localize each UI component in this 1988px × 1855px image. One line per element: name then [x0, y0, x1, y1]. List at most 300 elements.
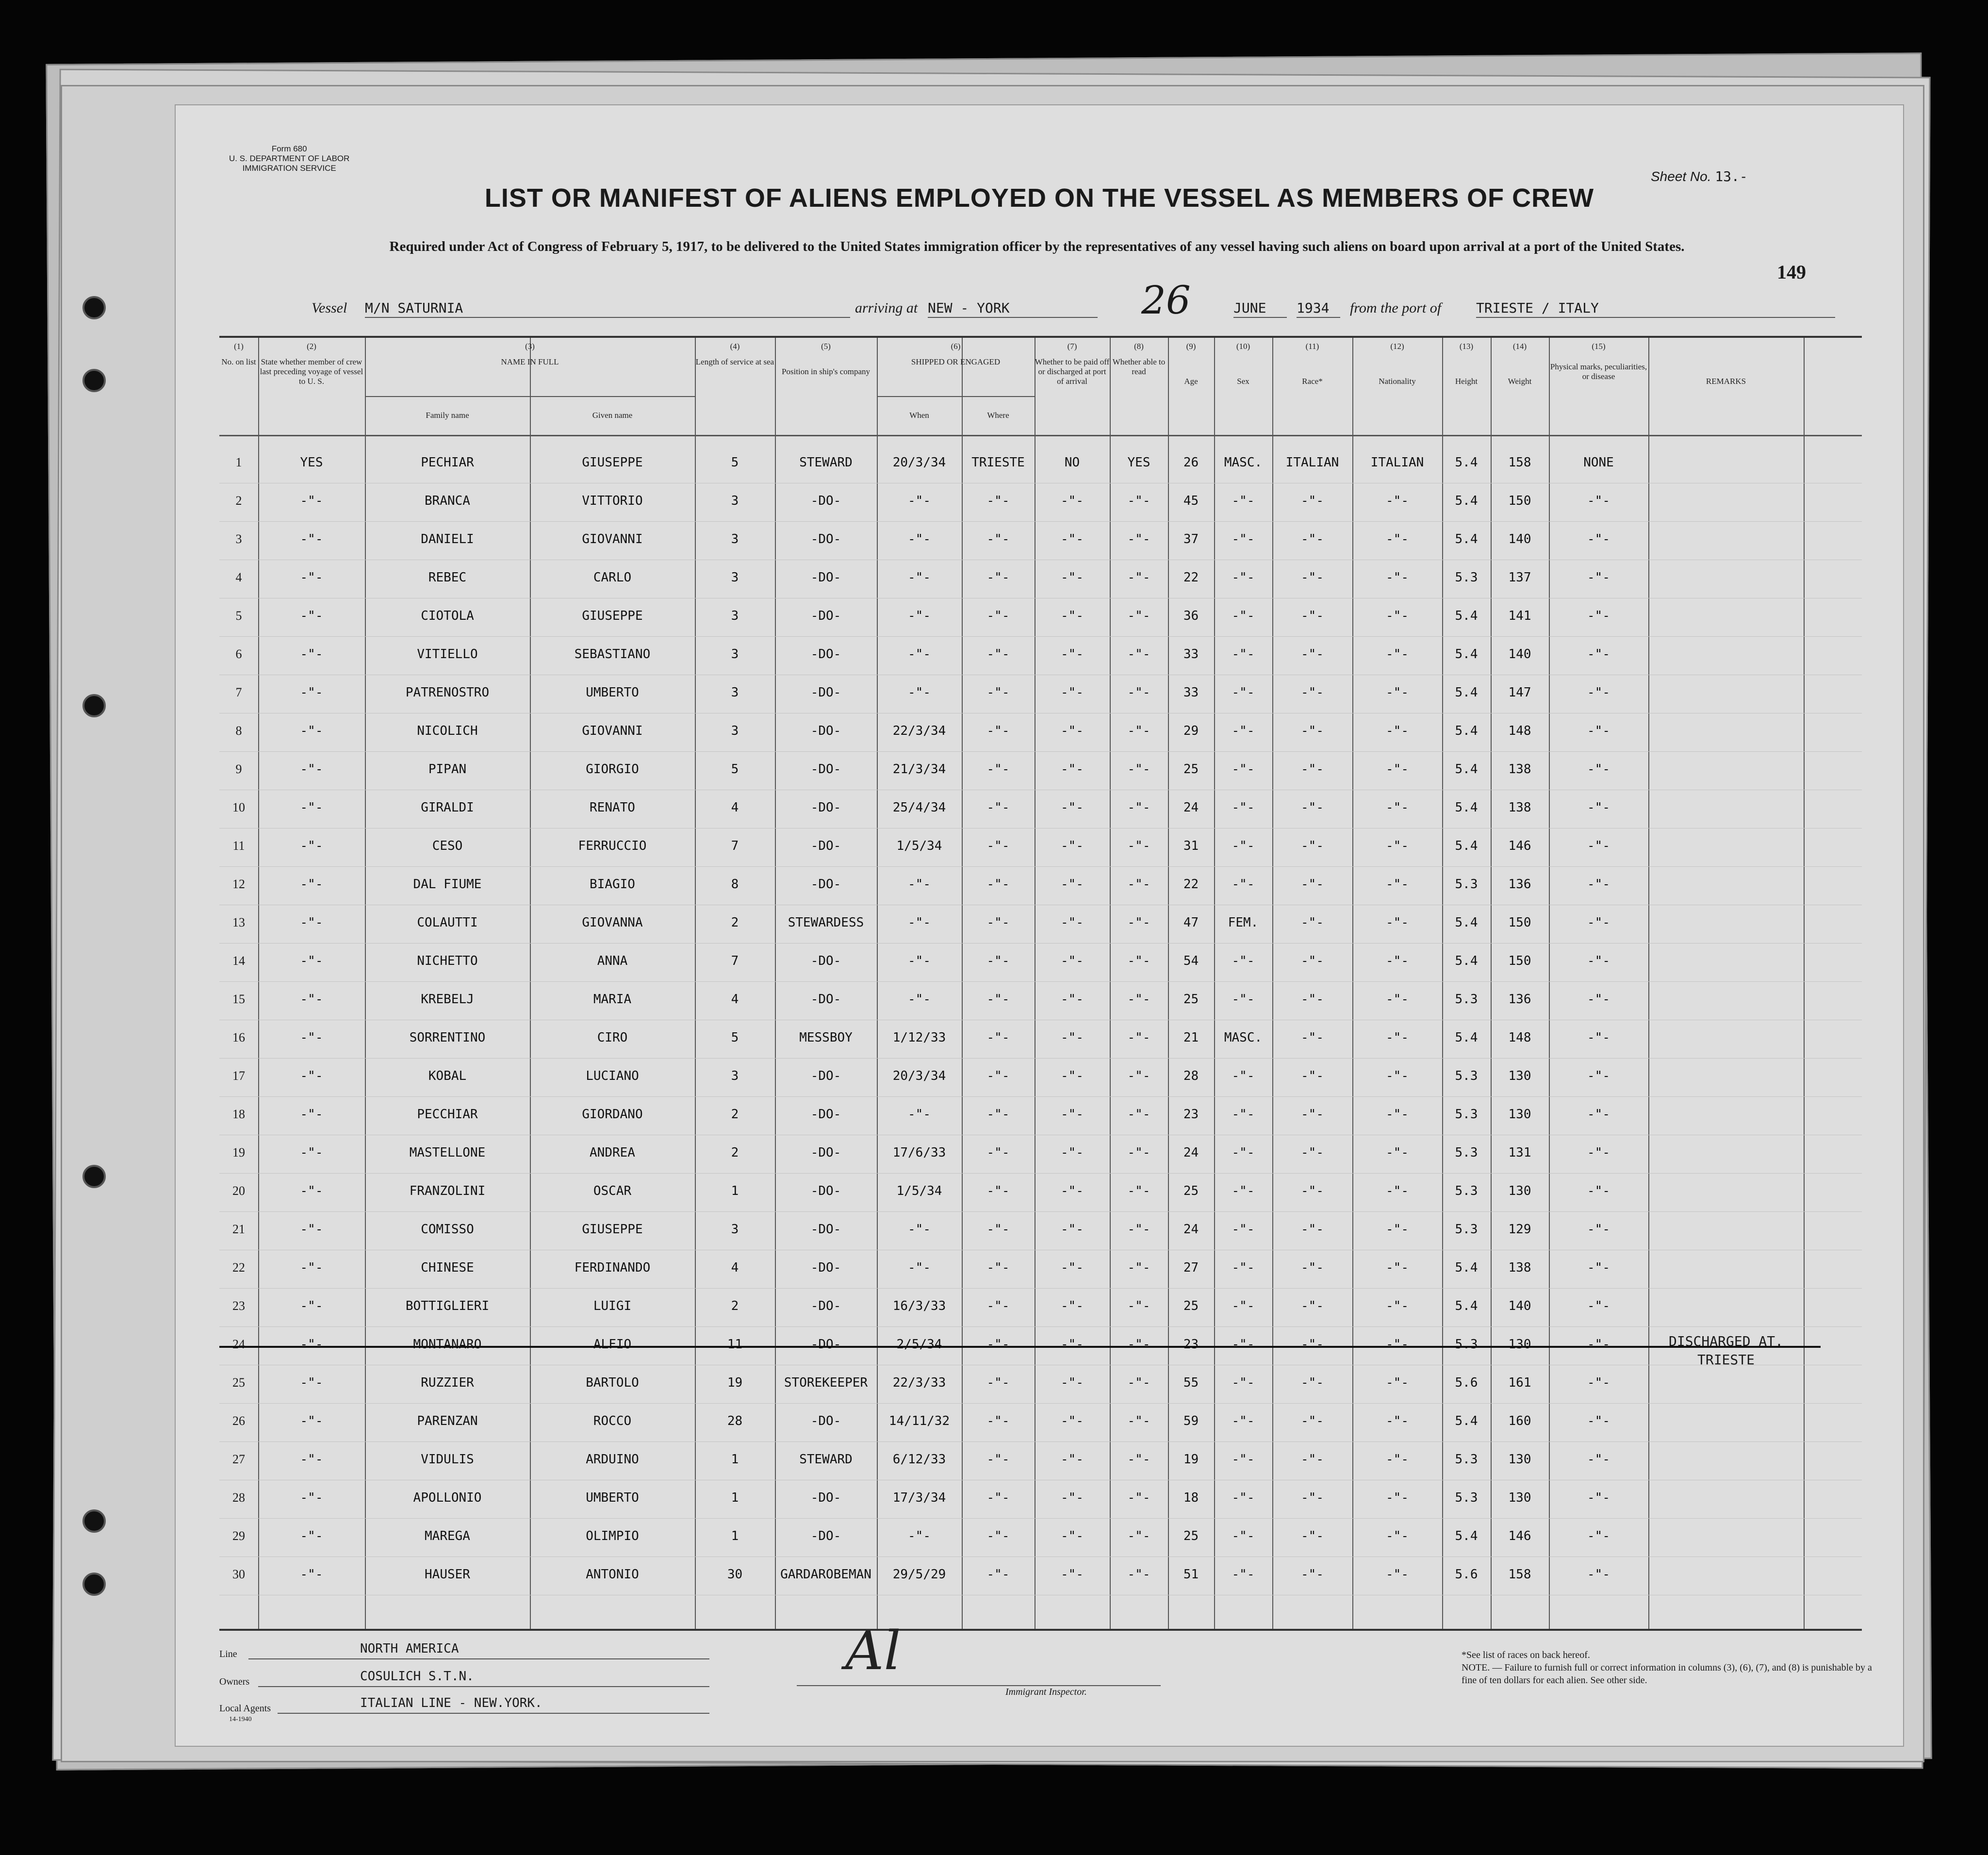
vessel-name: M/N SATURNIA [365, 300, 850, 318]
cell-nat: -"- [1386, 1107, 1409, 1122]
cell-paid: -"- [1061, 1375, 1084, 1390]
cell-read: -"- [1127, 1107, 1150, 1122]
cell-age: 22 [1183, 570, 1199, 585]
row-rule [219, 1403, 1862, 1404]
cell-paid: -"- [1061, 762, 1084, 777]
cell-sex: -"- [1232, 1299, 1255, 1313]
cell-marks: -"- [1587, 724, 1610, 738]
col-14-number: (14) [1512, 342, 1527, 351]
cell-where: -"- [986, 1184, 1010, 1198]
cell-len: 28 [727, 1414, 743, 1428]
cell-nat: -"- [1386, 570, 1409, 585]
sheet-number [1651, 168, 1748, 184]
shipped-subheader-divider [962, 396, 963, 435]
cell-race: -"- [1301, 1414, 1324, 1428]
cell-paid: -"- [1061, 1414, 1084, 1428]
col-10-number: (10) [1236, 342, 1250, 351]
cell-len: 7 [731, 839, 739, 853]
column-divider [1214, 338, 1215, 1629]
cell-given: LUCIANO [586, 1069, 639, 1083]
cell-pos: GARDAROBEMAN [780, 1567, 871, 1582]
column-divider [775, 338, 776, 1629]
cell-sex: -"- [1232, 800, 1255, 815]
cell-ht: 5.6 [1455, 1567, 1478, 1582]
cell-family: RUZZIER [421, 1375, 474, 1390]
cell-marks: -"- [1587, 992, 1610, 1007]
cell-family: BOTTIGLIERI [405, 1299, 490, 1313]
cell-age: 28 [1183, 1069, 1199, 1083]
cell-read: -"- [1127, 685, 1150, 700]
cell-read: -"- [1127, 570, 1150, 585]
cell-when: -"- [908, 992, 931, 1007]
cell-len: 1 [731, 1491, 739, 1505]
cell-prev: -"- [300, 992, 323, 1007]
cell-n: 5 [235, 609, 242, 623]
cell-given: LUIGI [593, 1299, 632, 1313]
cell-pos: -DO- [810, 800, 841, 815]
cell-given: FERDINANDO [574, 1260, 651, 1275]
cell-sex: -"- [1232, 1375, 1255, 1390]
cell-prev: -"- [300, 1222, 323, 1237]
col-2-number: (2) [307, 342, 316, 351]
cell-when: 20/3/34 [892, 1069, 946, 1083]
col-3-header: NAME IN FULL [501, 357, 559, 366]
cell-family: PIPAN [428, 762, 467, 777]
col-12-header: Nationality [1379, 377, 1416, 386]
cell-pos: -DO- [810, 724, 841, 738]
cell-age: 27 [1183, 1260, 1199, 1275]
cell-wt: 148 [1508, 724, 1531, 738]
cell-nat: -"- [1386, 1452, 1409, 1467]
cell-marks: -"- [1587, 1184, 1610, 1198]
row-rule [219, 943, 1862, 944]
cell-prev: -"- [300, 1491, 323, 1505]
cell-marks: -"- [1587, 1414, 1610, 1428]
cell-read: -"- [1127, 762, 1150, 777]
cell-nat: -"- [1386, 1145, 1409, 1160]
cell-sex: -"- [1232, 1452, 1255, 1467]
cell-wt: 158 [1508, 1567, 1531, 1582]
cell-race: -"- [1301, 1491, 1324, 1505]
name-subheader-divider [530, 396, 531, 435]
cell-read: -"- [1127, 494, 1150, 508]
agents-underline [278, 1713, 709, 1714]
cell-nat: -"- [1386, 647, 1409, 662]
cell-prev: -"- [300, 1107, 323, 1122]
vessel-line [312, 278, 1840, 323]
row-rule [219, 1173, 1862, 1174]
cell-race: -"- [1301, 992, 1324, 1007]
cell-ht: 5.4 [1455, 494, 1478, 508]
cell-marks: -"- [1587, 1030, 1610, 1045]
inspector-label: Immigrant Inspector. [1005, 1687, 1087, 1697]
owners-value: COSULICH S.T.N. [360, 1669, 474, 1684]
cell-given: UMBERTO [586, 1491, 639, 1505]
cell-len: 3 [731, 685, 739, 700]
cell-pos: -DO- [810, 1337, 841, 1352]
cell-given: ARDUINO [586, 1452, 639, 1467]
cell-n: 24 [232, 1337, 245, 1351]
cell-len: 3 [731, 647, 739, 662]
from-port-label: from the port of [1350, 300, 1442, 316]
cell-where: -"- [986, 1145, 1010, 1160]
cell-paid: -"- [1061, 800, 1084, 815]
row-rule [219, 1441, 1862, 1442]
crew-table [219, 336, 1862, 1631]
cell-n: 6 [235, 647, 242, 661]
cell-where: -"- [986, 1375, 1010, 1390]
cell-given: FERRUCCIO [578, 839, 647, 853]
cell-ht: 5.3 [1455, 1145, 1478, 1160]
cell-read: -"- [1127, 1337, 1150, 1352]
cell-age: 23 [1183, 1337, 1199, 1352]
cell-ht: 5.3 [1455, 1107, 1478, 1122]
cell-paid: -"- [1061, 877, 1084, 892]
cell-sex: -"- [1232, 1107, 1255, 1122]
cell-age: 24 [1183, 1145, 1199, 1160]
cell-marks: -"- [1587, 915, 1610, 930]
cell-given: MARIA [593, 992, 632, 1007]
cell-race: -"- [1301, 685, 1324, 700]
col-6-header: SHIPPED OR ENGAGED [911, 357, 1001, 366]
cell-sex: -"- [1232, 1069, 1255, 1083]
cell-marks: -"- [1587, 647, 1610, 662]
cell-ht: 5.3 [1455, 992, 1478, 1007]
cell-prev: -"- [300, 915, 323, 930]
cell-race: -"- [1301, 724, 1324, 738]
cell-n: 29 [232, 1529, 245, 1543]
cell-nat: -"- [1386, 1299, 1409, 1313]
cell-sex: -"- [1232, 762, 1255, 777]
cell-paid: -"- [1061, 1184, 1084, 1198]
cell-nat: -"- [1386, 915, 1409, 930]
cell-pos: -DO- [810, 1145, 841, 1160]
cell-len: 5 [731, 455, 739, 470]
cell-prev: -"- [300, 685, 323, 700]
cell-when: -"- [908, 877, 931, 892]
cell-paid: -"- [1061, 1299, 1084, 1313]
form-meta [229, 144, 349, 173]
cell-family: PATRENOSTRO [405, 685, 490, 700]
cell-ht: 5.3 [1455, 1337, 1478, 1352]
cell-wt: 160 [1508, 1414, 1531, 1428]
cell-marks: -"- [1587, 762, 1610, 777]
cell-where: -"- [986, 532, 1010, 547]
col-6b-header: Where [987, 411, 1009, 420]
cell-ht: 5.4 [1455, 609, 1478, 623]
cell-prev: -"- [300, 1452, 323, 1467]
cell-marks: -"- [1587, 1491, 1610, 1505]
cell-when: -"- [908, 570, 931, 585]
footer-note [1462, 1649, 1874, 1687]
cell-given: RENATO [590, 800, 635, 815]
cell-read: -"- [1127, 1529, 1150, 1543]
column-divider [530, 338, 531, 1629]
cell-where: -"- [986, 1529, 1010, 1543]
col-1-number: (1) [234, 342, 244, 351]
line-value: NORTH AMERICA [360, 1641, 459, 1656]
cell-age: 23 [1183, 1107, 1199, 1122]
cell-when: -"- [908, 494, 931, 508]
cell-ht: 5.4 [1455, 455, 1478, 470]
cell-nat: -"- [1386, 1567, 1409, 1582]
cell-wt: 131 [1508, 1145, 1531, 1160]
column-divider [1352, 338, 1353, 1629]
cell-n: 28 [232, 1491, 245, 1505]
cell-where: -"- [986, 494, 1010, 508]
cell-paid: -"- [1061, 1567, 1084, 1582]
cell-when: -"- [908, 532, 931, 547]
cell-n: 26 [232, 1414, 245, 1428]
col-9-header: Age [1184, 377, 1198, 386]
cell-age: 22 [1183, 877, 1199, 892]
cell-family: BRANCA [425, 494, 470, 508]
column-divider [258, 338, 259, 1629]
cell-family: MONTANARO [413, 1337, 482, 1352]
header-rule [219, 435, 1862, 436]
row-rule [219, 1096, 1862, 1097]
cell-age: 18 [1183, 1491, 1199, 1505]
col-13-header: Height [1455, 377, 1478, 386]
cell-prev: -"- [300, 532, 323, 547]
cell-ht: 5.3 [1455, 877, 1478, 892]
cell-read: -"- [1127, 1184, 1150, 1198]
cell-nat: -"- [1386, 1184, 1409, 1198]
cell-when: 16/3/33 [892, 1299, 946, 1313]
cell-wt: 147 [1508, 685, 1531, 700]
cell-race: -"- [1301, 1299, 1324, 1313]
cell-given: ANTONIO [586, 1567, 639, 1582]
cell-sex: -"- [1232, 1491, 1255, 1505]
cell-pos: -DO- [810, 1414, 841, 1428]
cell-paid: -"- [1061, 1260, 1084, 1275]
cell-paid: -"- [1061, 685, 1084, 700]
cell-read: -"- [1127, 724, 1150, 738]
cell-age: 37 [1183, 532, 1199, 547]
cell-wt: 130 [1508, 1107, 1531, 1122]
cell-len: 3 [731, 570, 739, 585]
cell-given: ROCCO [593, 1414, 632, 1428]
col-8-number: (8) [1134, 342, 1144, 351]
cell-nat: -"- [1386, 1529, 1409, 1543]
cell-race: -"- [1301, 1030, 1324, 1045]
cell-family: CHINESE [421, 1260, 474, 1275]
cell-race: -"- [1301, 532, 1324, 547]
cell-n: 10 [232, 800, 245, 814]
cell-ht: 5.4 [1455, 1299, 1478, 1313]
cell-pos: -DO- [810, 839, 841, 853]
page-number: 149 [1777, 261, 1806, 283]
cell-len: 4 [731, 800, 739, 815]
cell-wt: 140 [1508, 647, 1531, 662]
agents-label: Local Agents [219, 1703, 271, 1714]
cell-read: -"- [1127, 877, 1150, 892]
cell-ht: 5.4 [1455, 685, 1478, 700]
col-4-number: (4) [730, 342, 740, 351]
remarks-header: REMARKS [1706, 377, 1746, 386]
column-divider [877, 338, 878, 1629]
cell-where: -"- [986, 1299, 1010, 1313]
cell-wt: 150 [1508, 494, 1531, 508]
cell-n: 9 [235, 762, 242, 776]
cell-age: 21 [1183, 1030, 1199, 1045]
arrival-year: 1934 [1297, 300, 1340, 318]
cell-nat: -"- [1386, 1260, 1409, 1275]
col-11-header: Race* [1302, 377, 1323, 386]
cell-prev: -"- [300, 1145, 323, 1160]
row-rule [219, 1518, 1862, 1519]
binder-hole [82, 369, 106, 392]
cell-given: ANDREA [590, 1145, 635, 1160]
page-subtitle: Required under Act of Congress of February 5, 1917, to be delivered to the United States immigration officer by the representatives of any vessel having such aliens on board upon arrival at a port of the United States. [389, 239, 1685, 254]
col-10-header: Sex [1237, 377, 1249, 386]
cell-nat: -"- [1386, 1069, 1409, 1083]
cell-read: -"- [1127, 532, 1150, 547]
col-11-number: (11) [1305, 342, 1319, 351]
cell-n: 22 [232, 1260, 245, 1275]
cell-pos: -DO- [810, 992, 841, 1007]
arrival-month: JUNE [1233, 300, 1287, 318]
cell-wt: 130 [1508, 1069, 1531, 1083]
shipped-subheader-rule [877, 396, 1035, 397]
cell-race: -"- [1301, 762, 1324, 777]
cell-read: -"- [1127, 1069, 1150, 1083]
cell-where: -"- [986, 800, 1010, 815]
cell-age: 29 [1183, 724, 1199, 738]
cell-len: 30 [727, 1567, 743, 1582]
cell-n: 21 [232, 1222, 245, 1236]
cell-len: 3 [731, 1222, 739, 1237]
cell-marks: -"- [1587, 1260, 1610, 1275]
col-3a-header: Family name [426, 411, 469, 420]
col-14-header: Weight [1508, 377, 1532, 386]
cell-given: SEBASTIANO [574, 647, 651, 662]
cell-len: 3 [731, 724, 739, 738]
cell-nat: -"- [1386, 1030, 1409, 1045]
cell-when: -"- [908, 609, 931, 623]
cell-marks: -"- [1587, 839, 1610, 853]
cell-n: 20 [232, 1184, 245, 1198]
cell-n: 27 [232, 1452, 245, 1466]
cell-paid: -"- [1061, 839, 1084, 853]
cell-race: -"- [1301, 954, 1324, 968]
cell-ht: 5.4 [1455, 839, 1478, 853]
cell-ht: 5.4 [1455, 532, 1478, 547]
cell-n: 14 [232, 954, 245, 968]
cell-race: -"- [1301, 1107, 1324, 1122]
cell-given: GIOVANNA [582, 915, 643, 930]
cell-family: REBEC [428, 570, 467, 585]
cell-nat: -"- [1386, 532, 1409, 547]
cell-read: -"- [1127, 647, 1150, 662]
cell-prev: -"- [300, 647, 323, 662]
cell-pos: -DO- [810, 609, 841, 623]
cell-prev: -"- [300, 1184, 323, 1198]
cell-paid: -"- [1061, 1107, 1084, 1122]
col-7-header: Whether to be paid off or discharged at port of arrival [1035, 357, 1110, 386]
cell-wt: 138 [1508, 800, 1531, 815]
cell-wt: 136 [1508, 877, 1531, 892]
cell-marks: -"- [1587, 685, 1610, 700]
cell-age: 47 [1183, 915, 1199, 930]
cell-sex: FEM. [1228, 915, 1259, 930]
cell-n: 25 [232, 1375, 245, 1390]
cell-n: 1 [235, 455, 242, 469]
cell-paid: -"- [1061, 1030, 1084, 1045]
cell-given: OLIMPIO [586, 1529, 639, 1543]
col-7-number: (7) [1067, 342, 1077, 351]
row-remark: DISCHARGED AT. TRIESTE [1668, 1333, 1783, 1368]
cell-nat: -"- [1386, 762, 1409, 777]
cell-when: -"- [908, 1260, 931, 1275]
cell-n: 17 [232, 1069, 245, 1083]
cell-sex: -"- [1232, 992, 1255, 1007]
cell-ht: 5.6 [1455, 1375, 1478, 1390]
cell-paid: -"- [1061, 724, 1084, 738]
cell-family: NICHETTO [417, 954, 478, 968]
manifest-page [175, 104, 1904, 1747]
cell-family: PECHIAR [421, 455, 474, 470]
cell-paid: -"- [1061, 1145, 1084, 1160]
cell-given: GIUSEPPE [582, 1222, 643, 1237]
cell-pos: -DO- [810, 1069, 841, 1083]
department: U. S. DEPARTMENT OF LABOR [229, 154, 350, 163]
cell-read: -"- [1127, 1260, 1150, 1275]
cell-when: -"- [908, 1222, 931, 1237]
cell-where: -"- [986, 1030, 1010, 1045]
col-5-header: Position in ship's company [781, 367, 871, 376]
cell-age: 24 [1183, 1222, 1199, 1237]
cell-pos: STOREKEEPER [784, 1375, 868, 1390]
row-strikethrough [219, 1346, 1821, 1348]
cell-marks: NONE [1583, 455, 1614, 470]
cell-given: GIUSEPPE [582, 609, 643, 623]
cell-sex: -"- [1232, 609, 1255, 623]
cell-wt: 141 [1508, 609, 1531, 623]
col-6-number: (6) [951, 342, 961, 351]
cell-family: CESO [432, 839, 463, 853]
form-number: Form 680 [271, 144, 307, 153]
cell-where: -"- [986, 685, 1010, 700]
binder-hole [82, 1573, 106, 1596]
owners-label: Owners [219, 1676, 250, 1687]
cell-read: -"- [1127, 609, 1150, 623]
cell-ht: 5.3 [1455, 1184, 1478, 1198]
cell-family: VITIELLO [417, 647, 478, 662]
cell-read: -"- [1127, 839, 1150, 853]
cell-age: 25 [1183, 1529, 1199, 1543]
page-title: LIST OR MANIFEST OF ALIENS EMPLOYED ON THE VESSEL AS MEMBERS OF CREW [484, 183, 1594, 213]
cell-where: -"- [986, 1491, 1010, 1505]
cell-race: -"- [1301, 1375, 1324, 1390]
cell-given: VITTORIO [582, 494, 643, 508]
row-rule [219, 521, 1862, 522]
cell-pos: STEWARDESS [788, 915, 864, 930]
cell-when: 1/5/34 [896, 1184, 942, 1198]
cell-given: BARTOLO [586, 1375, 639, 1390]
cell-given: BIAGIO [590, 877, 635, 892]
cell-marks: -"- [1587, 1145, 1610, 1160]
cell-prev: -"- [300, 1375, 323, 1390]
sheet-label: Sheet No. [1651, 169, 1711, 184]
cell-wt: 140 [1508, 1299, 1531, 1313]
cell-read: -"- [1127, 1567, 1150, 1582]
cell-when: 22/3/33 [892, 1375, 946, 1390]
fine-note: NOTE. — Failure to furnish full or correct information in columns (3), (6), (7), and (8) is punishable by a fine of ten dollars for each alien. See other side. [1462, 1662, 1872, 1686]
cell-sex: -"- [1232, 1337, 1255, 1352]
cell-read: -"- [1127, 954, 1150, 968]
cell-given: UMBERTO [586, 685, 639, 700]
